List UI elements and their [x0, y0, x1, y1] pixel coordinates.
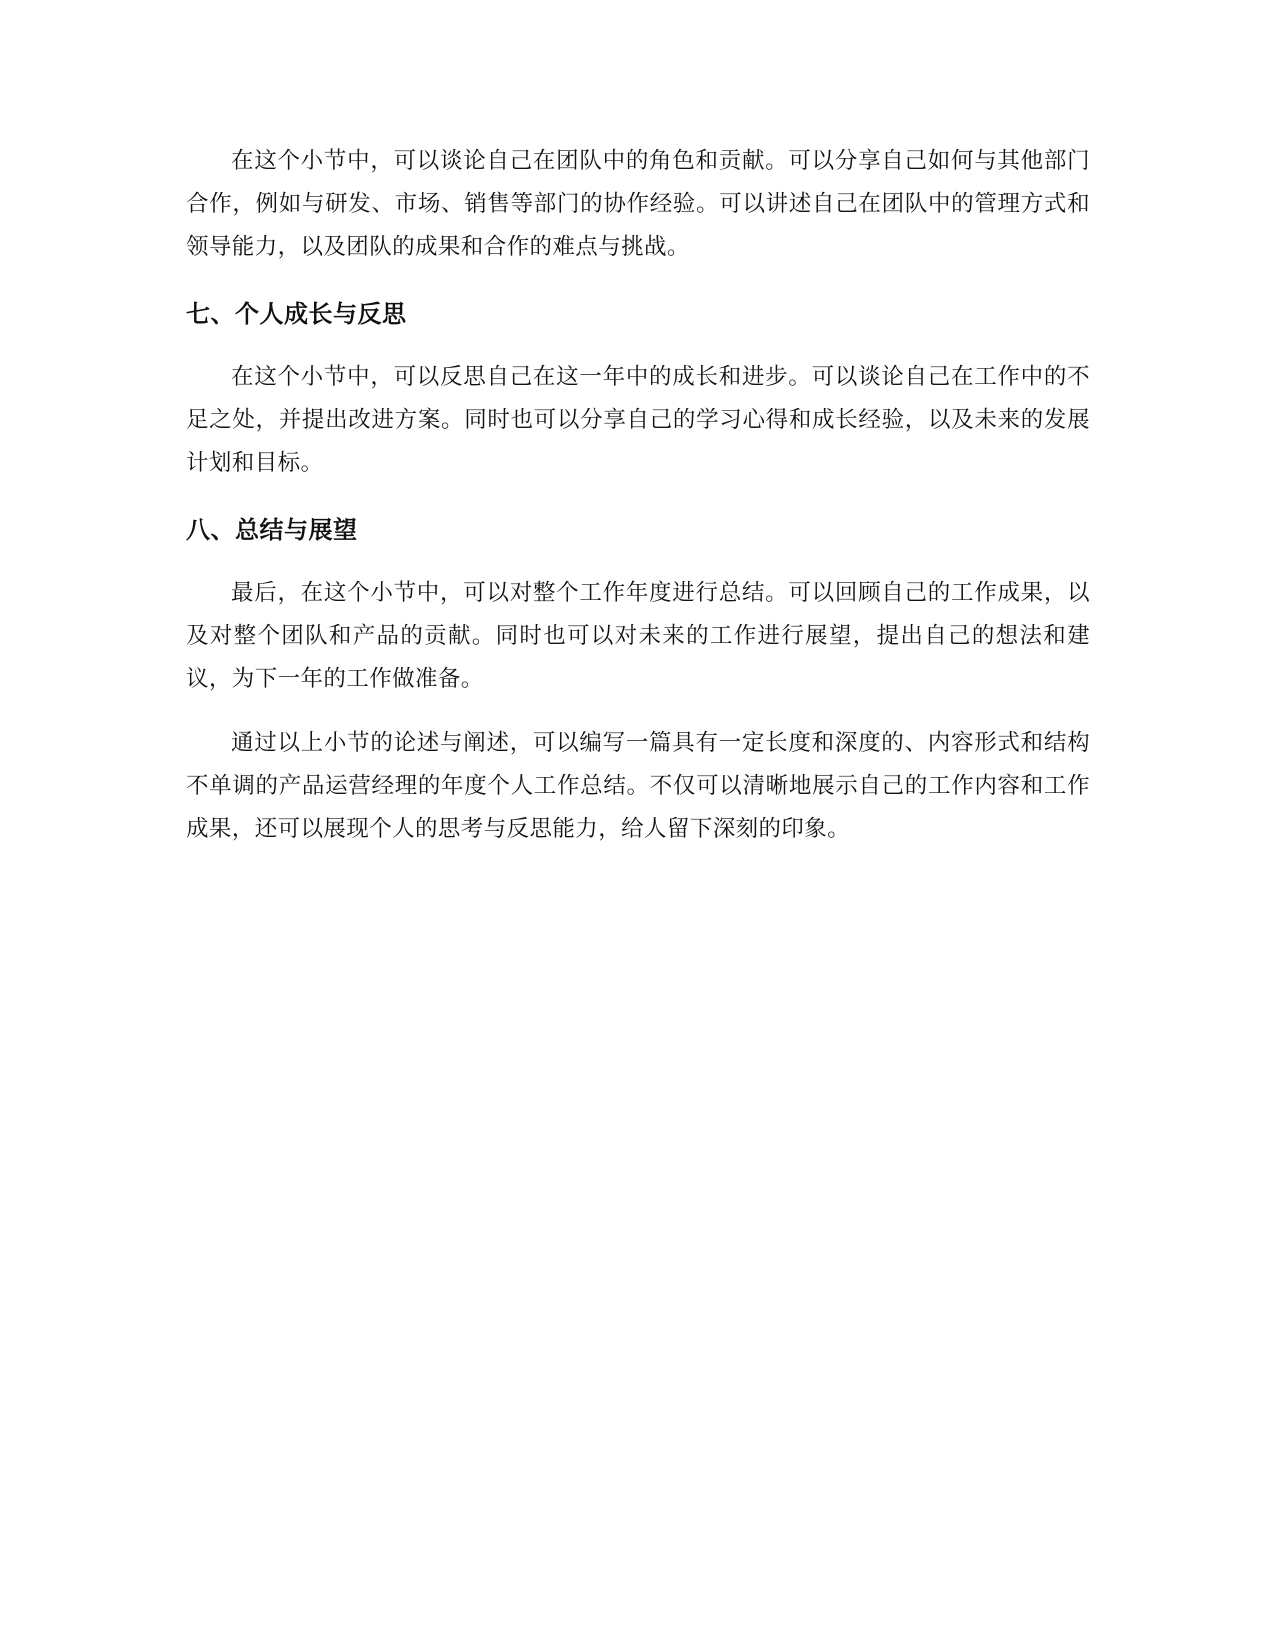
- paragraph-closing: 通过以上小节的论述与阐述，可以编写一篇具有一定长度和深度的、内容形式和结构不单调的产品运营经理的年度个人工作总结。不仅可以清晰地展示自己的工作内容和工作成果，还可以展现个人的思考与反思能力，给人留下深刻的印象。: [186, 730, 1090, 842]
- paragraph-personal-growth: 在这个小节中，可以反思自己在这一年中的成长和进步。可以谈论自己在工作中的不足之处，并提出改进方案。同时也可以分享自己的学习心得和成长经验，以及未来的发展计划和目标。: [186, 364, 1090, 476]
- paragraph-summary-outlook: 最后，在这个小节中，可以对整个工作年度进行总结。可以回顾自己的工作成果，以及对整个团队和产品的贡献。同时也可以对未来的工作进行展望，提出自己的想法和建议，为下一年的工作做准备。: [186, 580, 1090, 692]
- heading-summary-outlook: 八、总结与展望: [186, 516, 358, 544]
- paragraph-team-role: 在这个小节中，可以谈论自己在团队中的角色和贡献。可以分享自己如何与其他部门合作，例如与研发、市场、销售等部门的协作经验。可以讲述自己在团队中的管理方式和领导能力，以及团队的成果和合作的难点与挑战。: [186, 148, 1090, 260]
- document-page: [186, 140, 1090, 851]
- heading-personal-growth: 七、个人成长与反思: [186, 300, 407, 328]
